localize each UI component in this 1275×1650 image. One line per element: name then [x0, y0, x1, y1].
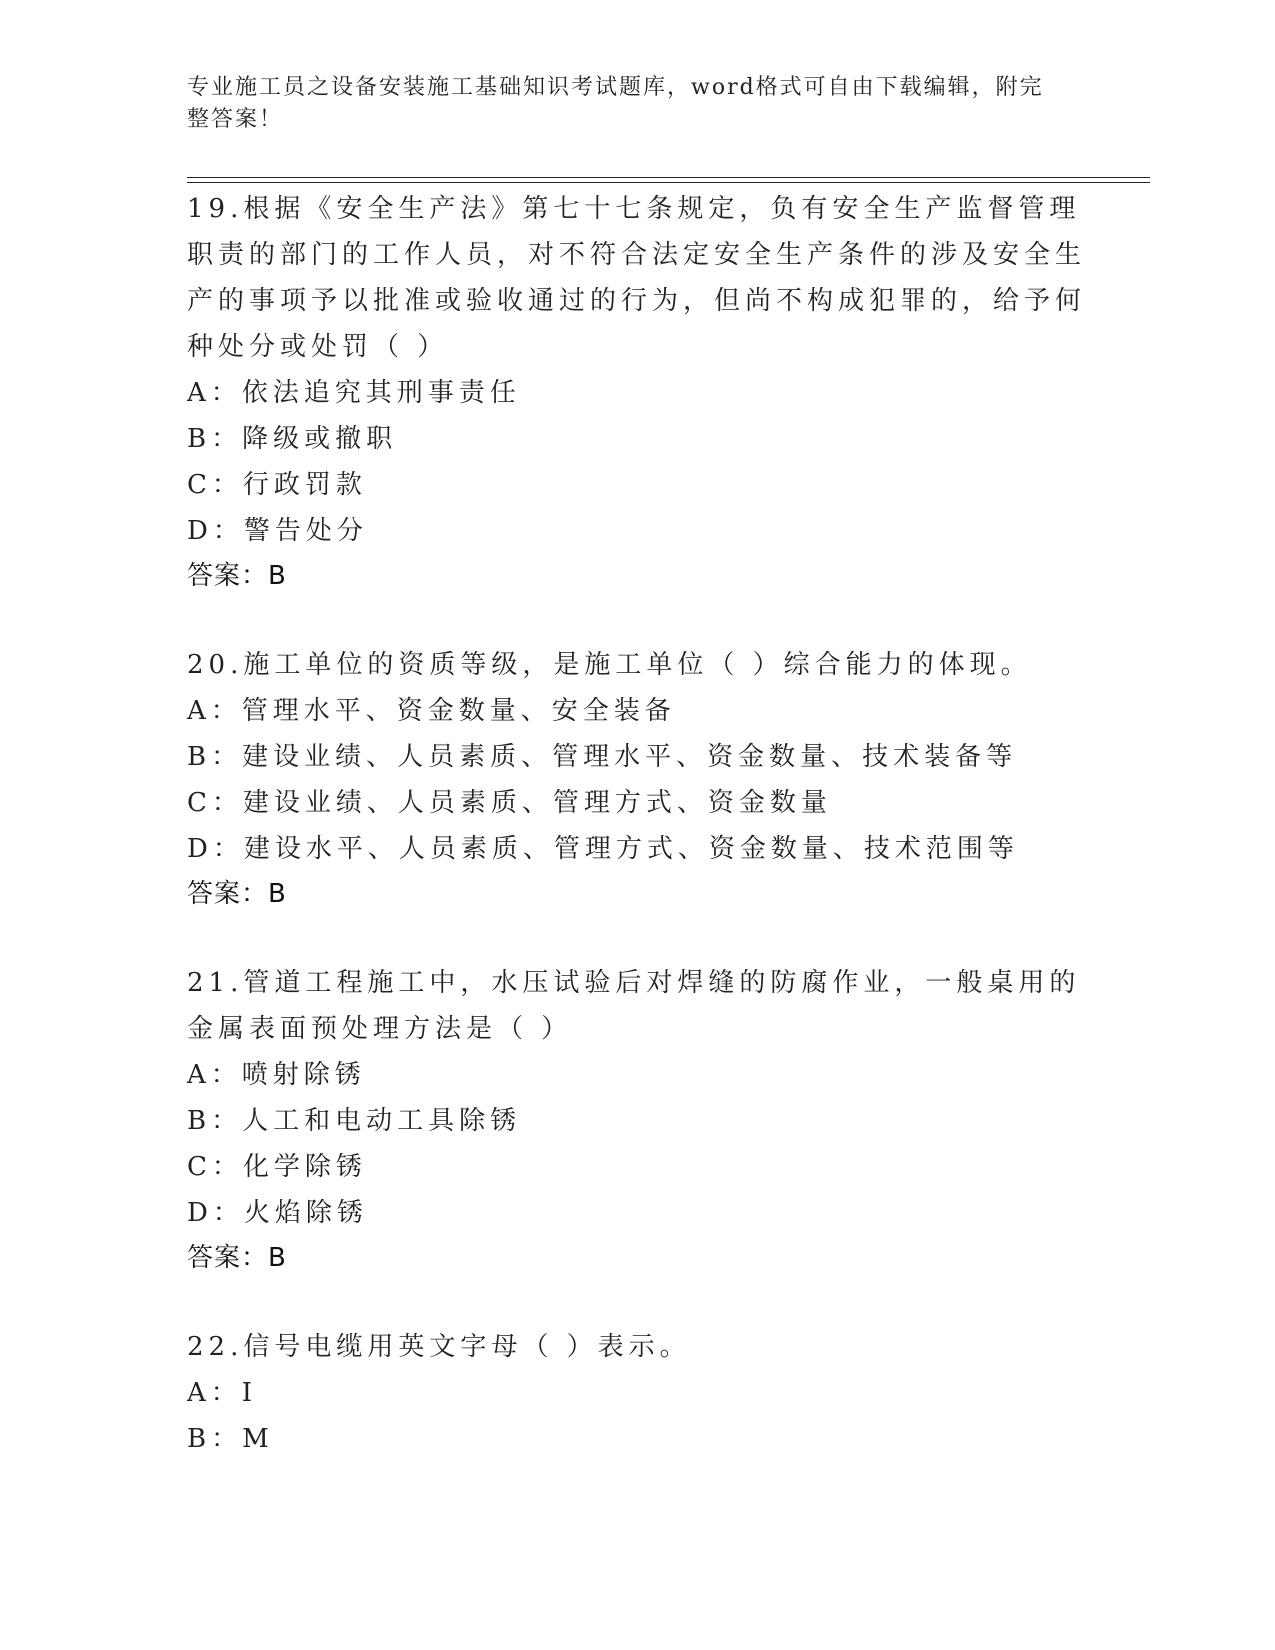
question-stem: 19.根据《安全生产法》第七十七条规定，负有安全生产监督管理职责的部门的工作人员，对不符合法定安全生产条件的涉及安全生产的事项予以批准或验收通过的行为，但尚不构成犯罪的，给予何种处分或处罚（ ）: [187, 194, 1087, 362]
option-a: A：I: [187, 1378, 258, 1408]
option-b: B：降级或撤职: [187, 424, 398, 454]
header-divider-bottom: [187, 182, 1150, 183]
option-c: C：行政罚款: [187, 470, 367, 500]
option-b: B：M: [187, 1424, 274, 1454]
option-a: A：管理水平、资金数量、安全装备: [187, 696, 676, 726]
header-divider-top: [187, 177, 1150, 178]
option-a: A：依法追究其刑事责任: [187, 378, 521, 408]
question-list: [187, 186, 1087, 1506]
answer-line: 答案：B: [187, 1243, 287, 1273]
option-c: C：建设业绩、人员素质、管理方式、资金数量: [187, 788, 832, 818]
question-stem: 22.信号电缆用英文字母（ ）表示。: [187, 1332, 691, 1362]
answer-line: 答案：B: [187, 561, 287, 591]
question-stem: 20.施工单位的资质等级，是施工单位（ ）综合能力的体现。: [187, 650, 1032, 680]
option-d: D：建设水平、人员素质、管理方式、资金数量、技术范围等: [187, 834, 1019, 864]
question-22: [187, 1324, 1087, 1462]
question-21: [187, 960, 1087, 1280]
answer-line: 答案：B: [187, 879, 287, 909]
option-b: B：建设业绩、人员素质、管理水平、资金数量、技术装备等: [187, 742, 1018, 772]
option-a: A：喷射除锈: [187, 1060, 366, 1090]
question-20: [187, 642, 1087, 916]
document-header: 专业施工员之设备安装施工基础知识考试题库，word格式可自由下载编辑，附完整答案！: [187, 75, 1044, 132]
option-c: C：化学除锈: [187, 1152, 367, 1182]
option-d: D：警告处分: [187, 516, 368, 546]
option-d: D：火焰除锈: [187, 1198, 368, 1228]
question-19: [187, 186, 1087, 598]
option-b: B：人工和电动工具除锈: [187, 1106, 522, 1136]
question-stem: 21.管道工程施工中，水压试验后对焊缝的防腐作业，一般桌用的金属表面预处理方法是（ ）: [187, 968, 1081, 1044]
